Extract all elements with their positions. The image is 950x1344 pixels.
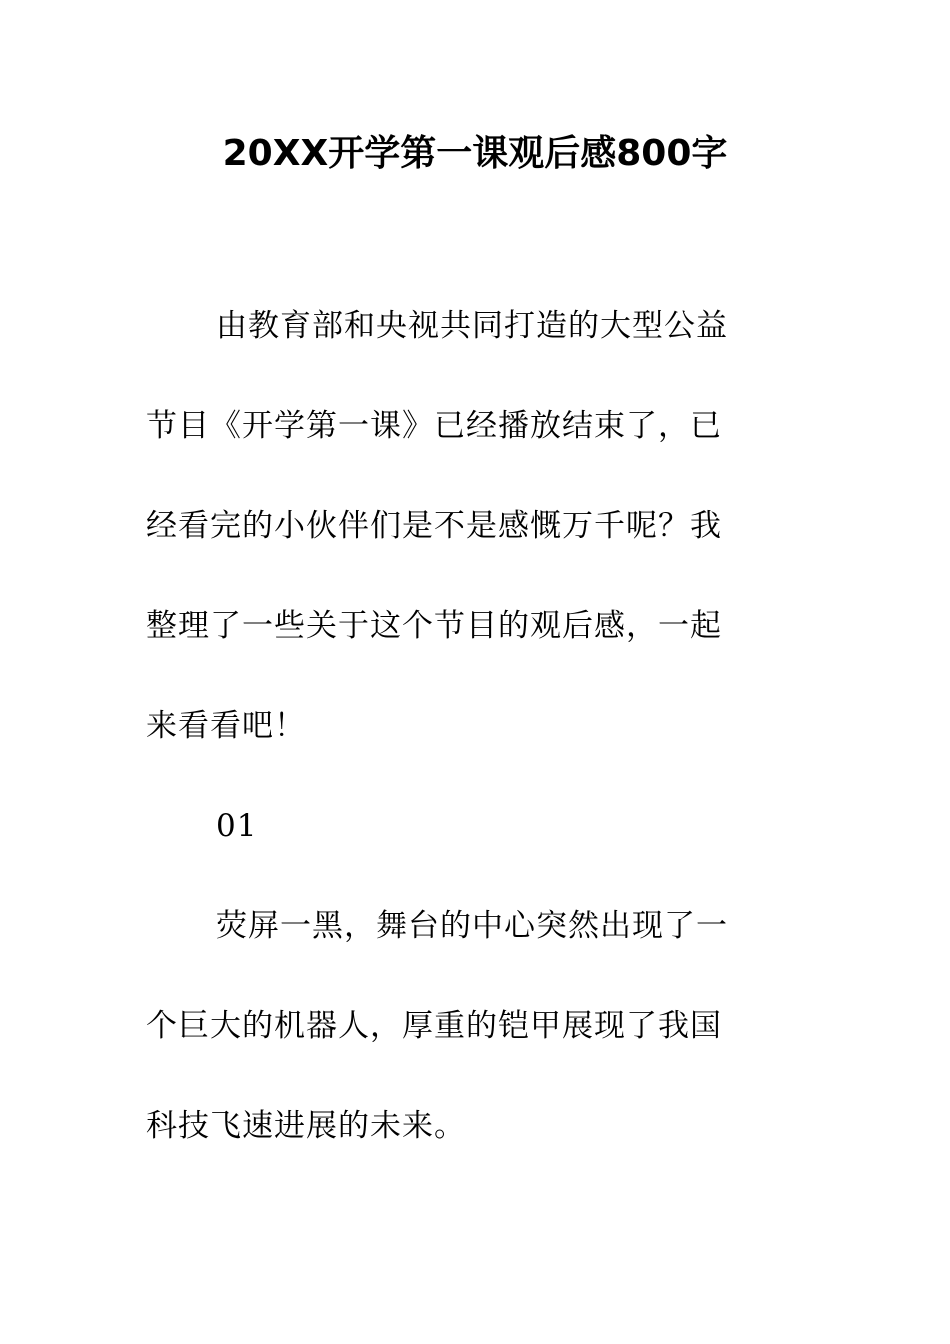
- section-number: 01: [216, 808, 258, 844]
- paragraph-2-line-3: 科技飞速进展的未来。: [146, 1108, 466, 1144]
- paragraph-2-line-1: 荧屏一黑，舞台的中心突然出现了一: [216, 908, 728, 944]
- paragraph-1-line-2: 节目《开学第一课》已经播放结束了，已: [146, 408, 722, 444]
- paragraph-1-line-5: 来看看吧！: [146, 708, 306, 744]
- paragraph-1-line-1: 由教育部和央视共同打造的大型公益: [216, 308, 728, 344]
- paragraph-2-line-2: 个巨大的机器人，厚重的铠甲展现了我国: [146, 1008, 722, 1044]
- paragraph-1-line-3: 经看完的小伙伴们是不是感慨万千呢？我: [146, 508, 722, 544]
- document-title: 20XX开学第一课观后感800字: [222, 133, 728, 174]
- paragraph-1-line-4: 整理了一些关于这个节目的观后感，一起: [146, 608, 722, 644]
